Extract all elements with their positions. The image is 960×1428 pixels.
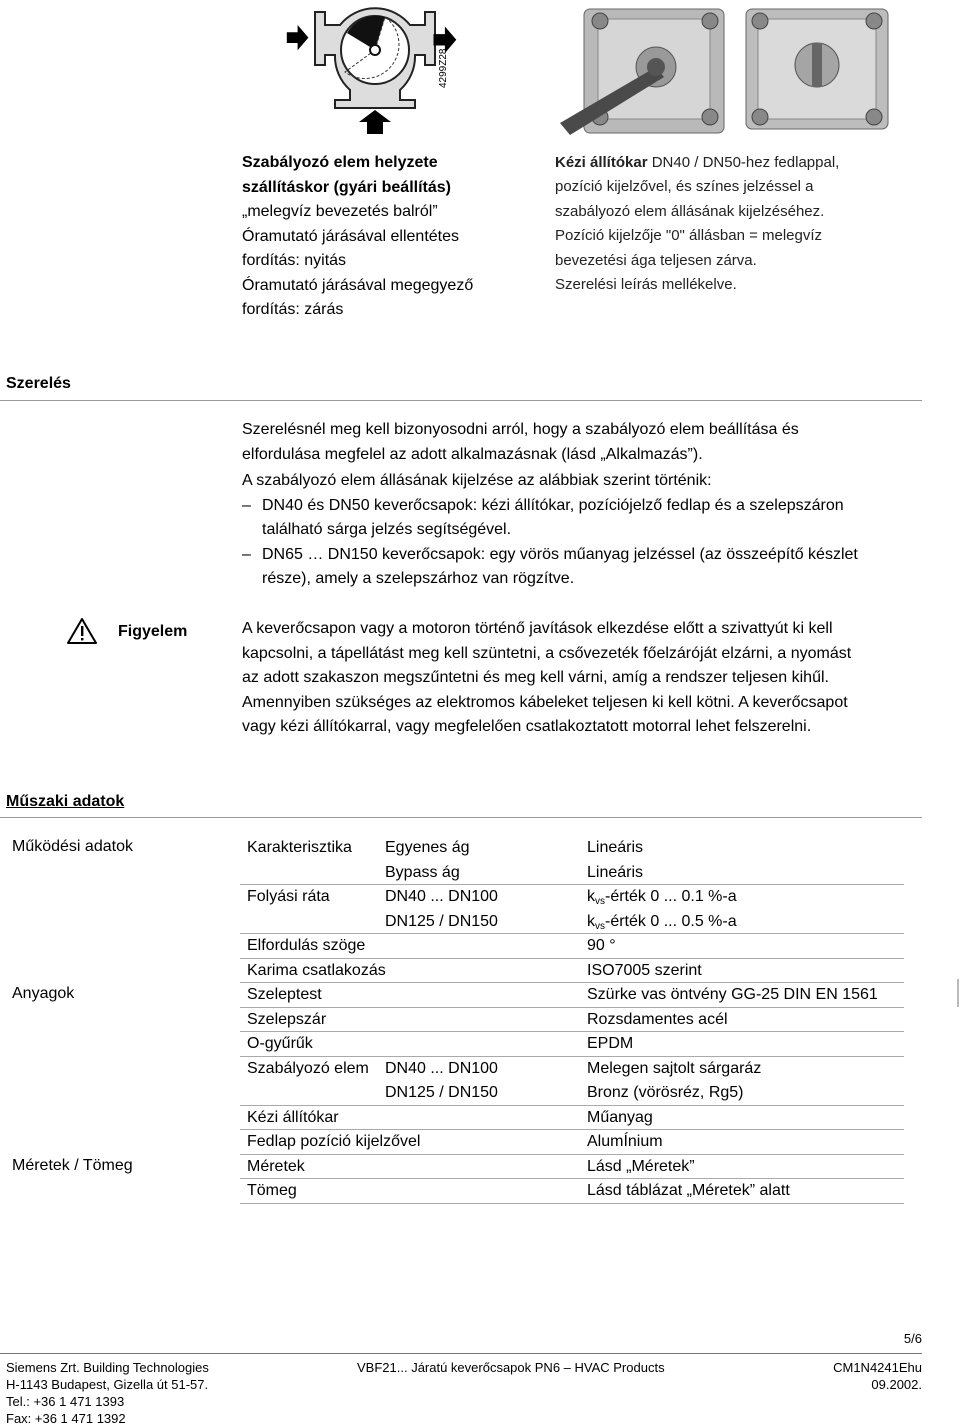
category-materials: Anyagok: [12, 985, 75, 1002]
tech-property: Karakterisztika: [247, 839, 352, 856]
footer-tel: Tel.: +36 1 471 1393: [6, 1394, 125, 1409]
mounting-list-item: [242, 494, 932, 543]
tech-value: Bronz (vörösréz, Rg5): [587, 1084, 744, 1101]
tech-value: $k_{vs}$-érték 0 ... 0.5 %-a: [587, 912, 737, 932]
tech-value: EPDM: [587, 1035, 634, 1052]
footer-product: VBF21... Járatú keverőcsapok PN6 – HVAC Products: [357, 1360, 665, 1375]
tech-variant: Egyenes ág: [385, 839, 470, 856]
mounting-list-text: része), amely a szelepszárhoz van rögzítve.: [262, 570, 575, 587]
warning-label: Figyelem: [118, 623, 188, 640]
tech-variant: DN125 / DN150: [385, 1084, 498, 1101]
tech-property: Fedlap pozíció kijelzővel: [247, 1133, 421, 1150]
tech-value: Szürke vas öntvény GG-25 DIN EN 1561: [587, 986, 878, 1003]
lever-caption-line: Pozíció kijelzője "0" állásban = melegvíz: [555, 227, 823, 245]
tech-value: Melegen sajtolt sárgaráz: [587, 1059, 762, 1077]
tech-value: Műanyag: [587, 1108, 653, 1126]
mounting-heading: Szerelés: [6, 375, 71, 392]
section-divider: [0, 817, 922, 818]
tech-value: $k_{vs}$-érték 0 ... 0.1 %-a: [587, 888, 737, 907]
mounting-text: elfordulása megfelel az adott alkalmazásnak (lásd „Alkalmazás”).: [242, 445, 703, 463]
tech-property: Méretek: [247, 1157, 305, 1175]
factory-caption-line: „melegvíz bevezetés balról”: [242, 203, 438, 220]
change-bar: [957, 979, 959, 1007]
tech-row-divider: [240, 1007, 904, 1008]
tech-variant: DN40 ... DN100: [385, 888, 498, 905]
factory-caption-line: fordítás: zárás: [242, 301, 344, 318]
factory-caption-line: fordítás: nyitás: [242, 252, 347, 269]
tech-value: Lásd „Méretek”: [587, 1157, 695, 1175]
tech-property: Szeleptest: [247, 986, 322, 1003]
mounting-text: Szerelésnél meg kell bizonyosodni arról, hogy a szabályozó elem beállítása és: [242, 421, 799, 438]
footer-doc-code: CM1N4241Ehu: [833, 1360, 922, 1375]
lever-caption-line: bevezetési ága teljesen zárva.: [555, 251, 757, 269]
tech-row-divider: [240, 1203, 904, 1204]
factory-caption-line: Óramutató járásával megegyező: [242, 276, 474, 294]
section-divider: [0, 400, 922, 401]
factory-caption-title-2: szállításkor (gyári beállítás): [242, 178, 451, 196]
mounting-list-text: – DN65 … DN150 keverőcsapok: egy vörös műanyag jelzéssel (az összeépítő készlet: [262, 545, 858, 563]
footer-divider: [0, 1353, 922, 1354]
mounting-text: A szabályozó elem állásának kijelzése az alábbiak szerint történik:: [242, 472, 712, 489]
tech-property: O-gyűrűk: [247, 1035, 313, 1052]
page-number: 5/6: [903, 1331, 922, 1346]
warning-line: A keverőcsapon vagy a motoron történő javítások elkezdése előtt a szivattyút ki kell: [242, 620, 833, 637]
tech-property: Folyási ráta: [247, 888, 330, 905]
mounting-list-item: [242, 543, 932, 592]
footer-date: 09.2002.: [871, 1377, 922, 1392]
tech-row-divider: [240, 1154, 904, 1155]
tech-value: 90 °: [587, 937, 616, 954]
tech-property: Elfordulás szöge: [247, 937, 366, 954]
footer-fax: Fax: +36 1 471 1392: [6, 1411, 126, 1426]
tech-property: Szabályozó elem: [247, 1059, 369, 1077]
category-dimensions: Méretek / Tömeg: [12, 1157, 133, 1174]
warning-line: kapcsolni, a tápellátást meg kell szüntetni, a csővezeték főelzáróját elzárni, a nyomást: [242, 644, 852, 662]
lever-caption-line: DN40 / DN50-hez fedlappal,: [647, 154, 840, 171]
warning-line: az adott szakaszon megszűntetni és meg kell várni, amíg a rendszer teljesen kihűl.: [242, 669, 829, 686]
warning-line: Amennyiben szükséges az elektromos kábeleket teljesen ki kell kötni. A keverőcsapot: [242, 693, 848, 711]
warning-triangle-icon: [66, 617, 98, 645]
tech-value: Rozsdamentes acél: [587, 1010, 728, 1028]
manual-lever-caption: [555, 151, 915, 297]
tech-value: ISO7005 szerint: [587, 961, 702, 979]
tech-variant: DN40 ... DN100: [385, 1059, 498, 1077]
tech-value: AlumÍnium: [587, 1133, 663, 1150]
tech-row-divider: [240, 1178, 904, 1179]
mounting-body: [242, 418, 932, 592]
factory-caption-line: Óramutató járásával ellentétes: [242, 227, 459, 245]
lever-caption-line: szabályozó elem állásának kijelzéséhez.: [555, 202, 825, 220]
tech-row-divider: [240, 1105, 904, 1106]
tech-property: Tömeg: [247, 1182, 297, 1199]
tech-variant: DN125 / DN150: [385, 912, 498, 930]
lever-caption-bold: Kézi állítókar: [555, 154, 648, 171]
category-operating: Működési adatok: [12, 838, 133, 855]
mounting-list-text: található sárga jelzés segítségével.: [262, 521, 512, 538]
lever-caption-line: pozíció kijelzővel, és színes jelzéssel a: [555, 178, 814, 196]
warning-text: [242, 617, 932, 740]
footer-company-block: [6, 1359, 209, 1427]
footer-doc-block: [833, 1359, 922, 1393]
footer-address: H-1143 Budapest, Gizella út 51-57.: [6, 1377, 209, 1392]
tech-property: Karima csatlakozás: [247, 961, 386, 979]
tech-value: Lineáris: [587, 863, 644, 881]
position-indicator-photo: [742, 5, 892, 133]
factory-caption-title-1: Szabályozó elem helyzete: [242, 154, 438, 171]
tech-variant: Bypass ág: [385, 863, 460, 881]
tech-row-divider: [240, 884, 904, 885]
warning-line: vagy kézi állítókarral, vagy megfelelően csatlakoztatott motorral lehet felszerelni.: [242, 718, 812, 735]
tech-row-divider: [240, 1031, 904, 1032]
tech-property: Kézi állítókar: [247, 1108, 339, 1126]
mounting-list-text: – DN40 és DN50 keverőcsapok: kézi állítókar, pozíciójelző fedlap és a szelepszáron: [262, 496, 844, 514]
lever-caption-line: Szerelési leírás mellékelve.: [555, 276, 737, 294]
tech-property: Szelepszár: [247, 1010, 327, 1028]
footer-company: Siemens Zrt. Building Technologies: [6, 1360, 209, 1375]
tech-value: Lásd táblázat „Méretek” alatt: [587, 1182, 790, 1199]
tech-data-heading: Műszaki adatok: [6, 793, 125, 810]
manual-lever-photo: [560, 5, 730, 137]
tech-value: Lineáris: [587, 839, 644, 856]
factory-setting-caption: [242, 151, 542, 323]
diagram-code: 4299Z28: [438, 48, 449, 88]
